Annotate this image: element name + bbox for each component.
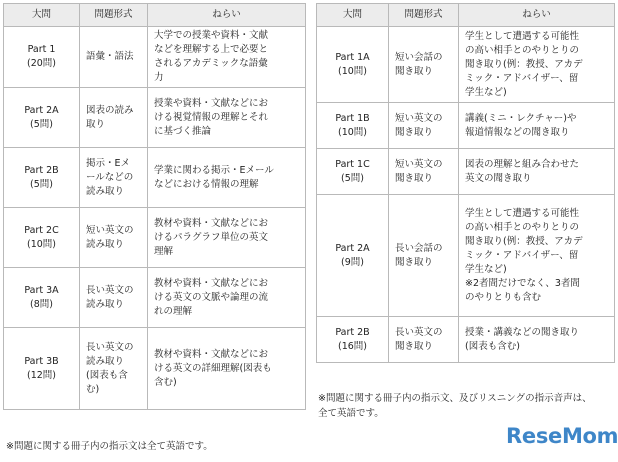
format-cell: 語彙・語法 (80, 27, 148, 88)
aim-cell: 授業・講義などの聞き取り (図表も含む) (459, 317, 615, 363)
table-row (4, 148, 306, 208)
resemom-logo: ReseMom (506, 424, 618, 448)
table-row (317, 103, 615, 149)
part-cell: Part 1 (20問) (4, 27, 80, 88)
listening-section-table (316, 3, 615, 363)
aim-cell: 教材や資料・文献などにお けるパラグラフ単位の英文 理解 (148, 208, 306, 268)
part-cell: Part 1C (5問) (317, 149, 389, 195)
part-cell: Part 2C (10問) (4, 208, 80, 268)
format-cell: 図表の読み 取り (80, 88, 148, 148)
format-cell: 長い英文の 読み取り (図表も含 む) (80, 328, 148, 410)
format-cell: 長い英文の 聞き取り (389, 317, 459, 363)
reading-footnote: ※問題に関する冊子内の指示文は全て英語です。 (6, 441, 213, 452)
header-aim: ねらい (148, 4, 306, 27)
table-header-row (317, 4, 615, 27)
table-row (4, 328, 306, 410)
format-cell: 短い会話の 聞き取り (389, 27, 459, 103)
aim-cell: 図表の理解と組み合わせた 英文の聞き取り (459, 149, 615, 195)
part-cell: Part 2A (9問) (317, 195, 389, 317)
aim-cell: 大学での授業や資料・文献 などを理解する上で必要と されるアカデミックな語彙 力 (148, 27, 306, 88)
part-cell: Part 2B (5問) (4, 148, 80, 208)
part-cell: Part 1A (10問) (317, 27, 389, 103)
format-cell: 短い英文の 読み取り (80, 208, 148, 268)
part-cell: Part 3A (8問) (4, 268, 80, 328)
table-row (317, 317, 615, 363)
aim-cell: 学業に関わる掲示・Eメール などにおける情報の理解 (148, 148, 306, 208)
part-cell: Part 2A (5問) (4, 88, 80, 148)
header-part: 大問 (4, 4, 80, 27)
aim-cell: 学生として遭遇する可能性 の高い相手とのやりとりの 聞き取り(例：教授、アカデ ミック・アドバイザー、留 学生など) (459, 27, 615, 103)
aim-cell: 学生として遭遇する可能性 の高い相手とのやりとりの 聞き取り(例：教授、アカデ ミック・アドバイザー、留 学生など) ※2者間だけでなく、3者間 のやりとりも含む (459, 195, 615, 317)
table-row (4, 27, 306, 88)
header-aim: ねらい (459, 4, 615, 27)
table-row (317, 149, 615, 195)
part-cell: Part 3B (12問) (4, 328, 80, 410)
part-cell: Part 2B (16問) (317, 317, 389, 363)
format-cell: 短い英文の 聞き取り (389, 103, 459, 149)
part-cell: Part 1B (10問) (317, 103, 389, 149)
header-part: 大問 (317, 4, 389, 27)
aim-cell: 教材や資料・文献などにお ける英文の詳細理解(図表も 含む) (148, 328, 306, 410)
table-row (4, 88, 306, 148)
format-cell: 短い英文の 聞き取り (389, 149, 459, 195)
header-format: 問題形式 (80, 4, 148, 27)
aim-cell: 講義(ミニ・レクチャー)や 報道情報などの聞き取り (459, 103, 615, 149)
format-cell: 掲示・Eメ ールなどの 読み取り (80, 148, 148, 208)
table-row (4, 208, 306, 268)
aim-cell: 教材や資料・文献などにお ける英文の文脈や論理の流 れの理解 (148, 268, 306, 328)
table-row (4, 268, 306, 328)
table-row (317, 195, 615, 317)
aim-cell: 授業や資料・文献などにお ける視覚情報の理解とそれ に基づく推論 (148, 88, 306, 148)
table-row (317, 27, 615, 103)
format-cell: 長い会話の 聞き取り (389, 195, 459, 317)
header-format: 問題形式 (389, 4, 459, 27)
reading-section-table (3, 3, 306, 410)
table-header-row (4, 4, 306, 27)
listening-footnote: ※問題に関する冊子内の指示文、及びリスニングの指示音声は、 全て英語です。 (318, 393, 592, 419)
format-cell: 長い英文の 読み取り (80, 268, 148, 328)
